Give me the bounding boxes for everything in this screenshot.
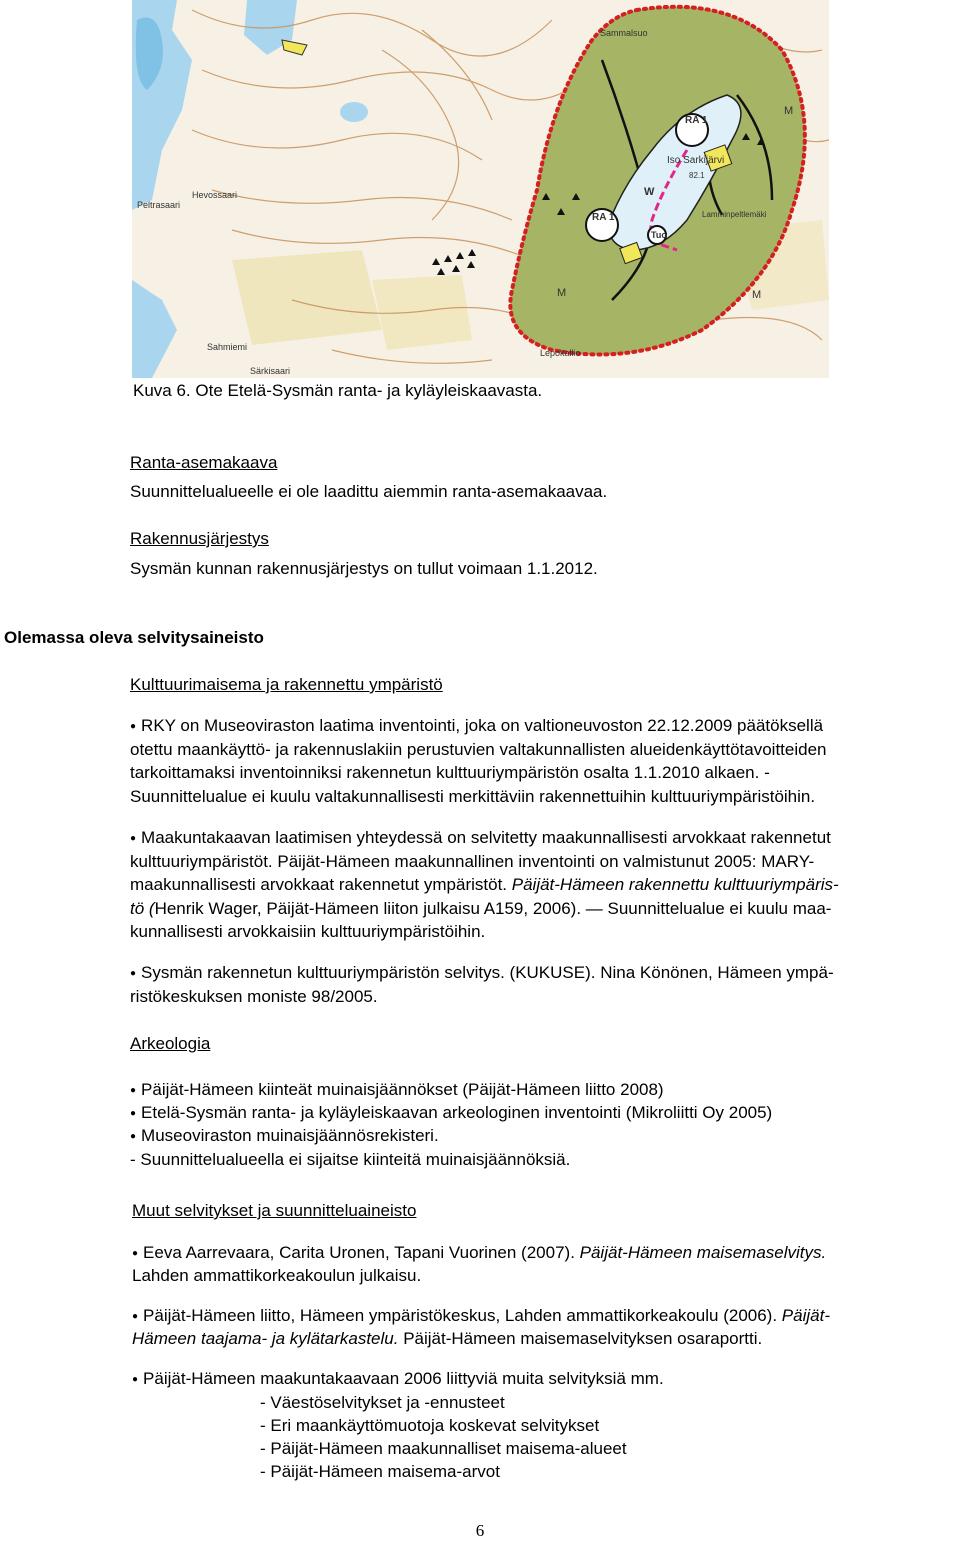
maakunta-line-5: kunnallisesti arvokkaisiin kulttuuriympäristöihin. (130, 922, 486, 941)
taajama-line-2 (132, 1327, 762, 1350)
page-number: 6 (475, 1521, 485, 1540)
sub-item: - Päijät-Hämeen maakunnalliset maisema-alueet (260, 1439, 627, 1458)
heading-rakennusjarjestys: Rakennusjärjestys (130, 529, 269, 548)
heading-kulttuurimaisema: Kulttuurimaisema ja rakennettu ympäristö (130, 675, 443, 694)
heading-muut-selvitykset: Muut selvitykset ja suunnitteluaineisto (132, 1201, 417, 1220)
map-label: 82.1 (689, 171, 705, 180)
arkeologia-item: ● Päijät-Hämeen kiinteät muinaisjäännökset (Päijät-Hämeen liitto 2008) (130, 1078, 664, 1102)
maakunta-line-4 (130, 897, 831, 920)
arkeologia-note: - Suunnittelualueella ei sijaitse kiinteitä muinaisjäännöksiä. (130, 1150, 571, 1169)
map-label: Sammalsuo (600, 28, 648, 38)
maisemaselvitys-line-2: Lahden ammattikorkeakoulun julkaisu. (132, 1266, 422, 1285)
map-label: RA 1 (592, 212, 615, 223)
maakunta-line-1: ● Maakuntakaavan laatimisen yhteydessä on selvitetty maakunnallisesti arvokkaat rakennetut (130, 826, 831, 850)
map-label: M (784, 105, 794, 117)
map-label: M (752, 289, 762, 301)
kukuse-line-2: ristökeskuksen moniste 98/2005. (130, 987, 378, 1006)
rakennus-text: Sysmän kunnan rakennusjärjestys on tullut voimaan 1.1.2012. (130, 559, 598, 578)
heading-olemassa-oleva: Olemassa oleva selvitysaineisto (4, 628, 264, 647)
arkeologia-item: ● Museoviraston muinaisjäännösrekisteri. (130, 1124, 439, 1148)
rky-line-2: otettu maankäyttö- ja rakennuslakiin perustuvien valtakunnallisten alueidenkäyttötavoitteiden (130, 740, 827, 759)
map-label: Hevossaari (192, 190, 238, 200)
map-label: Särkisaari (250, 366, 291, 376)
maakunta-line-3a: maakunnallisesti arvokkaat rakennetut ympäristöt. (130, 875, 512, 894)
plan-map-figure (132, 0, 829, 378)
rky-line-1: ● RKY on Museoviraston laatima inventointi, joka on valtioneuvoston 22.12.2009 päätöksellä (130, 714, 823, 738)
heading-arkeologia: Arkeologia (130, 1034, 211, 1053)
maakunta-line-4b: Henrik Wager, Päijät-Hämeen liiton julkaisu A159, 2006). — Suunnittelualue ei kuulu maa- (154, 899, 832, 918)
maisemaselvitys-line-1 (132, 1241, 826, 1265)
publication-title-start: Päijät- (781, 1306, 830, 1325)
maakuntakaava-bullet: ● Päijät-Hämeen maakuntakaavaan 2006 liittyviä muita selvityksiä mm. (132, 1367, 664, 1391)
sub-item: - Päijät-Hämeen maisema-arvot (260, 1462, 500, 1481)
heading-ranta-asemakaava: Ranta-asemakaava (130, 453, 278, 472)
publication-title-end: Hämeen taajama- ja kylätarkastelu. (132, 1329, 399, 1348)
map-label: M (557, 287, 567, 299)
map-label: Tuo (651, 230, 667, 240)
sub-item: - Väestöselvitykset ja -ennusteet (260, 1393, 505, 1412)
rky-line-3: tarkoittamaksi inventoinniksi rakennetun kulttuuriympäristön osalta 1.1.2010 alkaen. - (130, 763, 770, 782)
map-label: W (644, 186, 655, 198)
map-label: RA 1 (685, 115, 708, 126)
map-label: Peltrasaari (137, 200, 181, 210)
maakunta-publication-title: Päijät-Hämeen rakennettu kulttuuriympäris- (511, 875, 839, 894)
map-label: Sahmiemi (207, 342, 248, 352)
sub-item: - Eri maankäyttömuotoja koskevat selvitykset (260, 1416, 600, 1435)
maakunta-line-4a: tö ( (130, 899, 155, 918)
rky-line-4: Suunnittelualue ei kuulu valtakunnallisesti merkittäviin rakennettuihin kulttuuriympäristöihin. (130, 787, 816, 806)
taajama-line-1 (132, 1304, 830, 1328)
figure-caption: Kuva 6. Ote Etelä-Sysmän ranta- ja kyläyleiskaavasta. (133, 381, 543, 400)
map-svg (132, 0, 829, 378)
map-label: Lepokallio (540, 348, 581, 358)
publishers: Päijät-Hämeen liitto, Hämeen ympäristökeskus, Lahden ammattikorkeakoulu (2006). (143, 1306, 782, 1325)
ranta-text: Suunnittelualueelle ei ole laadittu aiemmin ranta-asemakaavaa. (130, 482, 608, 501)
publication-title: Päijät-Hämeen maisemaselvitys. (579, 1243, 827, 1262)
maakunta-line-2: kulttuuriympäristöt. Päijät-Hämeen maakunnallinen inventointi on valmistunut 2005: MARY- (130, 852, 815, 871)
map-label: Lamminpeltlemäki (702, 210, 767, 219)
maakunta-line-3 (130, 873, 839, 896)
arkeologia-item: ● Etelä-Sysmän ranta- ja kyläyleiskaavan arkeologinen inventointi (Mikroliitti Oy 2005) (130, 1101, 772, 1125)
osaraportti: Päijät-Hämeen maisemaselvityksen osaraportti. (398, 1329, 763, 1348)
kukuse-line-1: ● Sysmän rakennetun kulttuuriympäristön selvitys. (KUKUSE). Nina Könönen, Hämeen ympä- (130, 961, 834, 985)
map-label: Iso Sarkijärvi (667, 155, 725, 166)
authors: Eeva Aarrevaara, Carita Uronen, Tapani Vuorinen (2007). (143, 1243, 580, 1262)
